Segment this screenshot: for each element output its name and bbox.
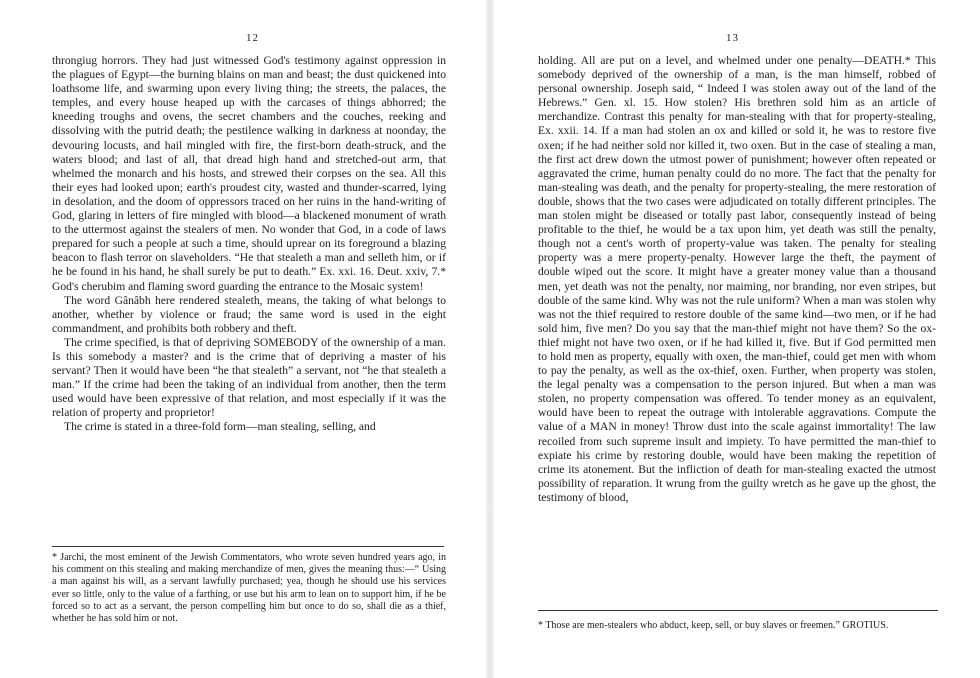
right-footnote-rule [538,610,938,611]
left-paragraph-4: The crime is stated in a three-fold form—man stealing, selling, and [64,420,376,434]
left-paragraph-3: The crime specified, is that of depriving SOMEBODY of the ownership of a man. Is this somebody a master? and is the crime that of depriving a master of his servant? Then it would have been “he that stealeth” a servant, not “he that stealeth a man.” If the crime had been the taking of an individual from another, then the term used would have been expressive of that relation, and most especially if it was the relation of property and proprietor! [52,335,446,420]
left-page-body [52,54,446,435]
left-footnote-rule [52,546,444,547]
right-paragraph-1: holding. All are put on a level, and whelmed under one penalty—DEATH.* This somebody deprived of the ownership of a man, is the man himself, robbed of personal ownership. Joseph said, “ Indeed I was stolen away out of the land of the Hebrews.” Gen. xl. 15. How stolen? His brethren sold him as an article of merchandize. Contrast this penalty for man-stealing with that for property-stealing, Ex. xxii. 14. If a man had stolen an ox and killed or sold it, he was to restore five oxen; if he had neither sold nor killed it, two oxen. But in the case of stealing a man, the first act drew down the utmost power of punishment; however often repeated or aggravated the crime, human penalty could do no more. The fact that the penalty for man-stealing was death, and the penalty for property-stealing, the mere restoration of double, shows that the two cases were adjudicated on totally different principles. The man stolen might be diseased or totally past labor, consequently instead of being profitable to the thief, he would be a tax upon him, yet death was still the penalty, though not a cent's worth of property-value was taken. The penalty for stealing property was a mere property-penalty. However large the theft, the payment of double wiped out the score. It might have a greater money value than a thousand men, yet death was not the penalty, nor maiming, nor branding, nor even stripes, but double of the same kind. Why was not the rule uniform? When a man was stolen why was not the thief required to restore double of the same kind—two men, or if he had sold him, five men? Do you say that the man-thief might not have them? So the ox-thief might not have two oxen, or if he had killed it, five. But if God permitted men to hold men as property, equally with oxen, the man-thief, could get men with whom to pay the penalty, as well as the ox-thief, oxen. Further, when property was stolen, the legal penalty was a compensation to the person injured. But when a man was stolen, no property compensation was offered. To tender money as an equivalent, would have been to repeat the outrage with intolerable aggravations. Compute the value of a MAN in money! Throw dust into the scale against immortality! The law recoiled from such supreme insult and impiety. To have permitted the man-thief to expiate his crime by restoring double, would have been making the repetition of crime its atonement. But the infliction of death for man-stealing exacted the utmost possibility of reparation. It wrung from the guilty wretch as he gave up the ghost, the testimony of blood, [538,54,936,504]
left-page-number: 12 [246,32,259,44]
left-paragraph-1: throngiug horrors. They had just witnessed God's testimony against oppression in the plagues of Egypt—the burning blains on man and beast; the dust quickened into loathsome life, and swarming upon every living thing; the streets, the palaces, the temples, and every house heaped up with the carcases of things abhorred; the kneeding troughs and ovens, the secret chambers and the couches, reeking and dissolving with the putrid death; the pestilence walking in darkness at noonday, the devouring locusts, and hail mingled with fire, the first-born death-struck, and the waters blood; and last of all, that dread high hand and stretched-out arm, that whelmed the monarch and his hosts, and strewed their corpses on the sea. All this their eyes had looked upon; earth's proudest city, wasted and thunder-scarred, lying in desolation, and the doom of oppressors traced on her ruins in the hand-writing of God, glaring in letters of fire mingled with blood—a blackened monument of wrath to the uttermost against the stealers of men. No wonder that God, in a code of laws prepared for such a people at such a time, should uprear on its foreground a blazing beacon to flash terror on slaveholders. “He that stealeth a man and selleth him, or if he be found in his hand, he shall surely be put to death.” Ex. xxi. 16. Deut. xxiv, 7.* God's cherubim and flaming sword guarding the entrance to the Mosaic system! [52,54,446,293]
right-page [490,0,980,678]
right-page-body [538,54,936,505]
right-page-number: 13 [726,32,739,44]
right-footnote: * Those are men-stealers who abduct, keep, sell, or buy slaves or freemen.” GROTIUS. [538,620,889,631]
left-paragraph-2: The word Gânâbh here rendered stealeth, means, the taking of what belongs to another, whether by violence or fraud; the same word is used in the eight commandment, and prohibits both robbery and theft. [52,293,446,335]
left-footnote: * Jarchi, the most eminent of the Jewish Commentators, who wrote seven hundred years ago, in his comment on this stealing and making merchandize of men, gives the meaning thus:—“ Using a man against his will, as a servant lawfully purchased; yea, though he should use his services ever so little, only to the value of a farthing, or use but his arm to lean on to support him, if he be forced so to act as a servant, the person compelling him but once to do so, shall die as a thief, whether he has sold him or not. [52,552,446,625]
